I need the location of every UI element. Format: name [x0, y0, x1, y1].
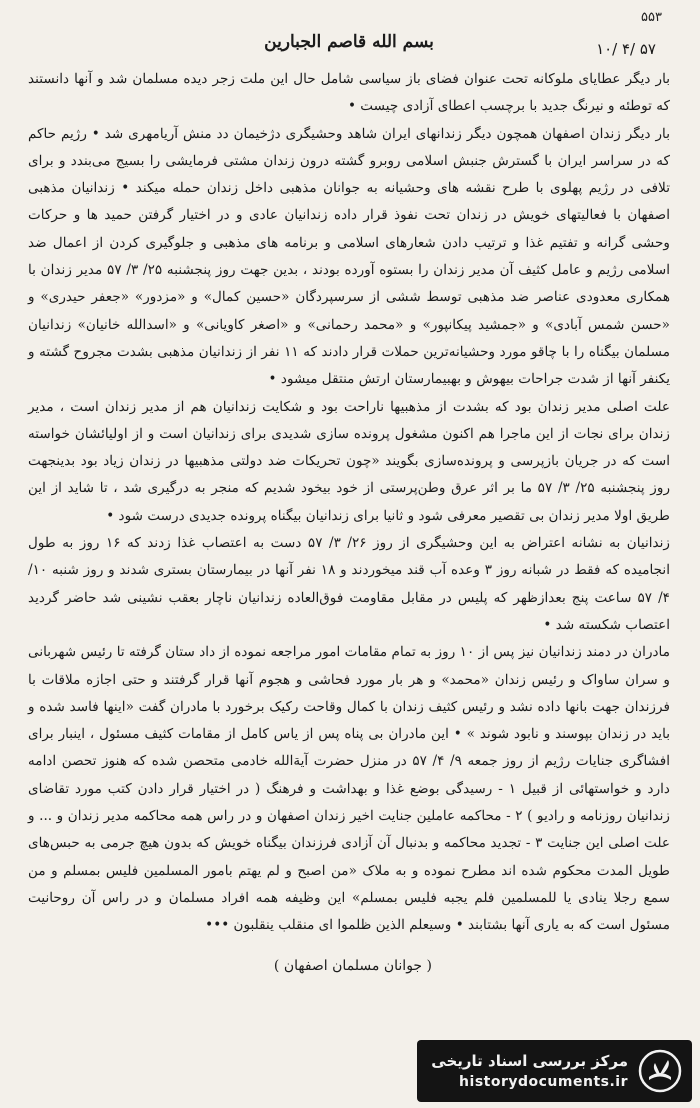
- book-feather-logo-icon: [638, 1049, 682, 1093]
- basmala-heading: بسم الله قاصم الجبارین: [264, 32, 434, 52]
- document-code: ۵۵۳: [641, 10, 662, 25]
- paragraph-1: بار دیگر عطایای ملوکانه تحت عنوان فضای باز سیاسی شامل حال این ملت زجر دیده مسلمان شد و آنها دانستند که توطئه و نیرنگ جدید با برچسب اعطای آزادی چیست •: [28, 71, 670, 115]
- document-signature: ( جوانان مسلمان اصفهان ): [273, 957, 432, 974]
- watermark-brand: [417, 1040, 692, 1102]
- brand-text: [431, 1050, 628, 1092]
- paragraph-4: زندانیان به نشانه اعتراض به این وحشیگری از روز ۲۶/ ۳/ ۵۷ دست به اعتصاب غذا زدند که ۱۶ روز به طول انجامیده که فقط در شبانه روز ۳ وعده آب قند میخوردند و ۱۸ نفر آنها در بیمارستان بستری شدند و روز شنبه ۱۰/ ۴/ ۵۷ ساعت پنج بعدازظهر که پلیس در مقابل مقاومت فوق‌العاده زندانیان ناچار بعقب نشینی شد حاضر گردید اعتصاب شکسته شد •: [28, 535, 671, 633]
- document-body: [28, 66, 670, 940]
- document-header: [28, 14, 670, 62]
- paragraph-3: علت اصلی مدیر زندان بود که بشدت از مذهبیها ناراحت بود و شکایت زندانیان هم از مدیر زندان است ، مدیر زندان برای نجات از این ماجرا هم اکنون مشغول پرونده سازی شدیدی برای زندانیان است و از اولیائشان خواسته است که در جریان بازپرسی و پرونده‌سازی بگویند «چون تحریکات ضد دولتی مذهبیها در زندان زیاد بود بدینجهت روز پنجشنبه ۲۵/ ۳/ ۵۷ ما بر اثر عرق وطن‌پرستی از خود بیخود شدیم که منجر به درگیری شد ، تا شاید از این طریق اولا مدیر زندان بی تقصیر معرفی شود و ثانیا برای زندانیان بیگناه پرونده جدیدی درست شود •: [28, 398, 671, 524]
- paragraph-5: مادران در دمند زندانیان نیز پس از ۱۰ روز به تمام مقامات امور مراجعه نموده از داد ستان گرفته تا رئیس شهربانی و سران ساواک و رئیس زندان «محمد» و هر بار مورد فحاشی و هجوم آنها قرار گرفتند و حتی اجازه ملاقات با فرزندان جهت بانها داده نشد و رئیس کثیف زندان با کمال وقاحت رکیک برخورد با مادران گفت «اینها فاسد شده و باید در زندان بپوسند و نابود شوند » • این مادران بی پناه پس از یاس کامل از مقامات کثیف مسئول ، اینبار برای افشاگری جنایات رژیم از روز جمعه ۹/ ۴/ ۵۷ در منزل حضرت آیة‌الله خادمی متحصن شده که هنوز تحصن ادامه دارد و خواستهائی از قبیل ۱ - رسیدگی بوضع غذا و بهداشت و فرهنگ ( در اختیار قرار دادن کتب مورد تقاضای زندانیان روزنامه و رادیو ) ۲ - محاکمه عاملین جنایت اخیر زندان اصفهان و در راس همه محاکمه مدیر زندان و ... و علت اصلی این جنایت ۳ - تجدید محاکمه و بدنبال آن آزادی فرزندان بیگناه خویش که بدون هیچ جرمی به حبس‌های طویل المدت محکوم شده اند مطرح نموده و به ملاک «من اصبح و لم یهتم بامور المسلمین فلیس بمسلم و من سمع رجلا ینادی یا للمسلمین فلم یجبه فلیس بمسلم» این وظیفه همه افراد مسلمان و در راس آن روحانیت مسئول است که به یاری آنها بشتابند • وسیعلم الذین ظلموا ای منقلب ینقلبون •••: [28, 644, 670, 934]
- document-date: ۱۰/ ۴/ ۵۷: [596, 40, 656, 58]
- brand-name: مرکز بررسی اسناد تاریخی: [431, 1052, 628, 1070]
- brand-website: historydocuments.ir: [459, 1074, 628, 1090]
- paragraph-2: بار دیگر زندان اصفهان همچون دیگر زندانهای ایران شاهد وحشیگری دژخیمان دد منش آریامهری شد • رژیم حاکم که در سراسر ایران با گسترش جنبش اسلامی روبرو گشته درون زندان مشتی فرمایشی را بسیج می‌بندد و برای تلافی در رژیم پهلوی با طرح نقشه های وحشیانه به جوانان مذهبی داخل زندان حمله میکند • زندانیان مذهبی اصفهان با فعالیتهای خویش در زندان تحت نفوذ قرار داده زندانیان عادی و در اختیار گرفتن حمید ها و حرکات وحشی گرانه و تفتیم غذا و ترتیب دادن شعارهای اسلامی و برنامه های مذهبی و جلوگیری کردن از اعمال ضد اسلامی رژیم و عامل کثیف آن مدیر زندان را بستوه آورده بودند ، بدین جهت روز پنجشنبه ۲۵/ ۳/ ۵۷ مدیر زندان با همکاری معدودی عناصر ضد مذهبی توسط ششی از سرسپردگان «حسین کمال» و «مزدور» «جعفر حیدری» و «حسن شمس آبادی» و «جمشید پیکانپور» و «محمد رحمانی» و «اصغر کاویانی» و «اسدالله خانیان» زندانیان مسلمان بیگناه را با چاقو مورد وحشیانه‌ترین حملات قرار دادند که ۱۱ نفر از زندانیان مذهبی بشدت مجروح گشته و یکنفر آنها از شدت جراحات بیهوش و بهبیمارستان ارتش منتقل میشود •: [28, 125, 671, 388]
